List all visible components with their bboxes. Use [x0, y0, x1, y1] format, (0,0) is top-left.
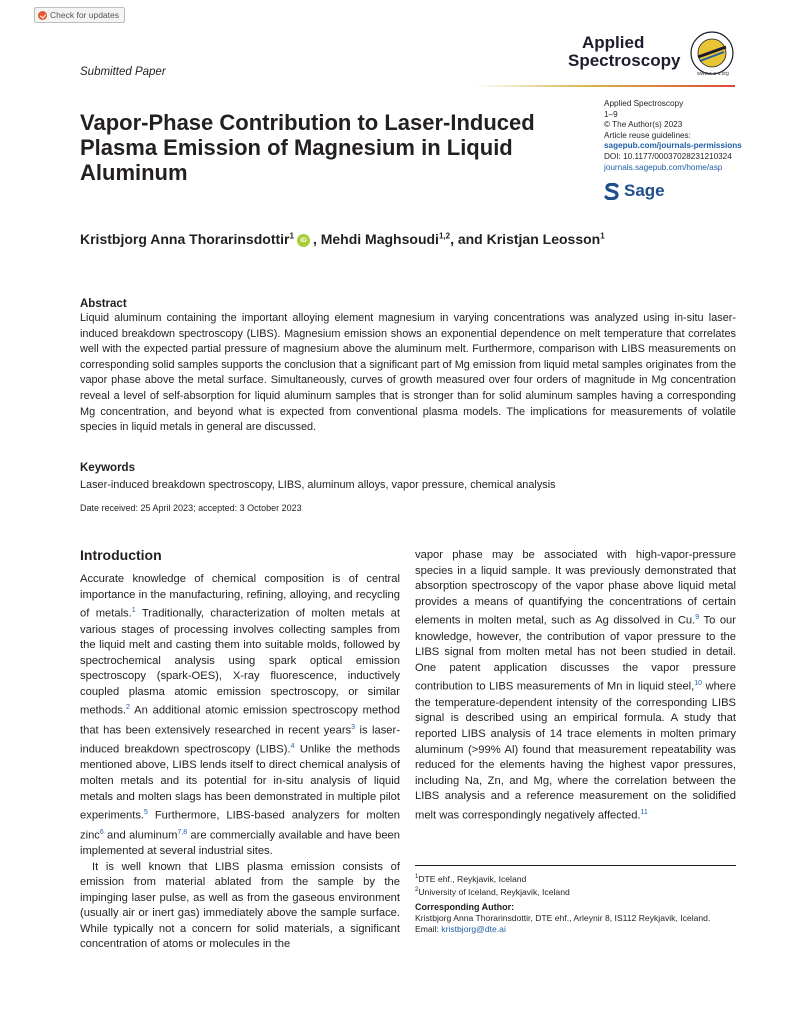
meta-doi: DOI: 10.1177/00037028231210324	[604, 151, 732, 161]
text-run: are commercially available and have been implemented at several industrial sites.	[80, 829, 400, 857]
citation-link[interactable]: 6	[99, 828, 104, 836]
body-column-right	[415, 548, 736, 824]
text-run: and aluminum	[103, 829, 178, 842]
check-icon	[38, 11, 47, 20]
citation-link[interactable]: 9	[695, 614, 700, 622]
text-run: where the temperature-dependent intensity of the corresponding LIBS signal is described using an empirical formula. A study that reported LIBS analysis of 14 trace elements in molten primary aluminum (>99% Al) found that measurement repeatability was reduced for the elements having the highest vapor pressures, including Na, Zn, and Mg, where the correlation between the LIBS analysis and a reference measurement on the solidified melt was correspondingly negatively affected.	[415, 681, 736, 822]
article-type: Submitted Paper	[80, 66, 166, 78]
text-run: is laser-induced breakdown spectroscopy (LIBS).	[80, 724, 400, 756]
article-title: Vapor-Phase Contribution to Laser-Induced Plasma Emission of Magnesium in Liquid Aluminum	[80, 110, 535, 185]
author-2: Mehdi Maghsoudi	[320, 231, 439, 247]
citation-link[interactable]: 3	[351, 723, 356, 731]
citation-link[interactable]: 7,8	[177, 828, 188, 836]
intro-paragraph-3	[415, 548, 736, 824]
text-run: An additional atomic emission spectroscopy method that has been extensively researched in recent years	[80, 705, 400, 737]
journal-logo-line2: Spectroscopy	[568, 51, 681, 70]
author-1: Kristbjorg Anna Thorarinsdottir	[80, 231, 290, 247]
corresponding-author-text: Kristbjorg Anna Thorarinsdottir, DTE ehf., Arleynir 8, IS112 Reykjavik, Iceland.	[415, 912, 711, 923]
keywords-text: Laser-induced breakdown spectroscopy, LIBS, aluminum alloys, vapor pressure, chemical analysis	[80, 479, 556, 491]
affiliation-1	[415, 872, 736, 885]
author-2-affiliation: 1,2	[438, 231, 451, 241]
email-label: Email:	[415, 924, 442, 935]
introduction-heading: Introduction	[80, 547, 162, 563]
author-1-affiliation: 1	[289, 231, 294, 241]
corresponding-author-heading: Corresponding Author:	[415, 901, 515, 912]
publisher-logo	[604, 181, 665, 201]
author-list	[80, 231, 740, 247]
citation-link[interactable]: 1	[131, 607, 136, 615]
citation-link[interactable]: 10	[694, 680, 703, 688]
citation-link[interactable]: 5	[144, 809, 148, 817]
author-3-affiliation: 1	[600, 231, 605, 241]
meta-reuse: Article reuse guidelines:	[604, 130, 691, 140]
citation-link[interactable]: 2	[126, 704, 130, 712]
footnotes	[415, 872, 736, 936]
meta-pages: 1–9	[604, 109, 618, 119]
email-link[interactable]: kristbjorg@dte.ai	[441, 924, 506, 935]
journal-home-link[interactable]: journals.sagepub.com/home/asp	[604, 162, 723, 172]
check-for-updates-label: Check for updates	[50, 10, 119, 20]
text-run: Accurate knowledge of chemical composition is of central importance in the manufacturing, refining, alloying, and recycling of metals.	[80, 573, 400, 620]
affiliation-1-text: DTE ehf., Reykjavik, Iceland	[418, 873, 527, 884]
meta-copyright: © The Author(s) 2023	[604, 120, 683, 130]
text-run: Traditionally, characterization of molten metals at various stages of processing involves collecting samples from the liquid melt and casting them into suitable molds, followed by spectrochemical analysis using spark optical emission spectroscopy (spark-OES), X-ray fluorescence, inductively coupled plasma atomic emission spectroscopy, or similar methods.	[80, 607, 400, 718]
citation-link[interactable]: 11	[640, 808, 648, 816]
sage-logo-icon	[604, 183, 620, 200]
affiliation-2-text: University of Iceland, Reykjavik, Iceland	[418, 887, 570, 898]
society-url: www.s-a-s.org	[697, 71, 729, 77]
author-3: Kristjan Leosson	[486, 231, 601, 247]
journal-logo	[568, 34, 688, 70]
abstract-heading: Abstract	[80, 298, 127, 310]
keywords-heading: Keywords	[80, 462, 135, 474]
footnote-rule	[415, 865, 736, 866]
author-sep-1: ,	[312, 231, 321, 247]
permissions-link[interactable]: sagepub.com/journals-permissions	[604, 141, 742, 151]
orcid-icon[interactable]: iD	[297, 234, 310, 247]
intro-paragraph-1	[80, 572, 400, 860]
date-received: Date received: 25 April 2023; accepted: 3 October 2023	[80, 503, 302, 513]
text-run: Unlike the methods mentioned above, LIBS lends itself to direct chemical analysis of molten metals and its potential for in-situ analysis of liquid metals and molten slags has been demonstrated in multiple pilot experiments.	[80, 743, 400, 822]
affiliation-2-number: 2	[415, 887, 419, 894]
text-run: Furthermore, LIBS-based analyzers for molten zinc	[80, 809, 400, 842]
email-line	[415, 924, 736, 935]
text-run: vapor phase may be associated with high-vapor-pressure species in a liquid sample. It was previously demonstrated that absorption spectroscopy of the vapor phase above liquid metal provides a means of quantifying the concentrations of certain elements in molten metal, such as Ag dissolved in Cu.	[415, 549, 736, 628]
affiliation-2	[415, 885, 736, 898]
society-seal-icon	[690, 31, 734, 75]
journal-logo-line1: Applied	[582, 33, 645, 52]
intro-paragraph-2	[80, 860, 400, 954]
check-for-updates-badge[interactable]	[34, 7, 125, 23]
abstract-text: Liquid aluminum containing the important alloying element magnesium in varying concentrations was analyzed using in-situ laser-induced breakdown spectroscopy (LIBS). Magnesium emission shows an exponential dependence on melt temperature that correlates well with the expected partial pressure of magnesium above the aluminum melt. Furthermore, comparison with LIBS measurements on corresponding solid samples supports the conclusion that a significant part of Mg emission from liquid metal samples originates from the vapor phase above the metal surface. Simultaneously, curves of growth measured over four orders of magnitude in Mg concentration reveal a level of self-absorption for liquid aluminum samples that is stronger than for solid aluminum samples having a corresponding Mg concentration, and beyond what is expected from conventional plasma models. The implications for measurements of volatile species in liquid metals in general are discussed.	[80, 312, 736, 434]
affiliation-1-number: 1	[415, 874, 419, 880]
author-sep-2: , and	[450, 231, 487, 247]
meta-journal: Applied Spectroscopy	[604, 99, 684, 108]
text-run: To our knowledge, however, the contribution of vapor pressure to the LIBS signal from molten metal has not been studied in detail. One patent application discusses the vapor pressure contribution to LIBS measurements of Mn in liquid steel,	[415, 615, 737, 694]
publisher-name: Sage	[624, 181, 665, 200]
body-column-left	[80, 572, 400, 953]
journal-meta	[604, 99, 744, 173]
citation-link[interactable]: 4	[290, 743, 295, 751]
text-run: It is well known that LIBS plasma emission consists of emission from material ablated from the sample by the impinging laser pulse, as well as from the gaseous environment (usually air or inert gas) immediately above the sample surface. While typically not a concern for solid materials, a significant concentration of atoms or molecules in the	[80, 860, 400, 951]
header-rule	[80, 85, 735, 87]
